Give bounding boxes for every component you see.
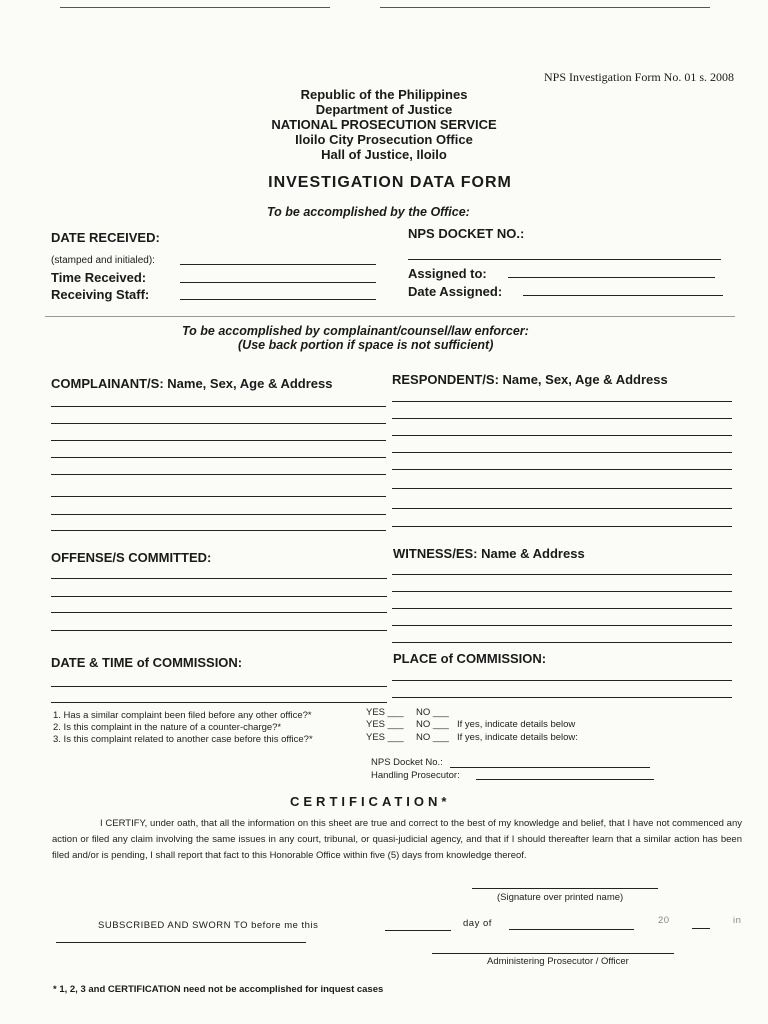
officer-label: Administering Prosecutor / Officer — [487, 956, 629, 967]
writing-line[interactable] — [392, 469, 732, 470]
stamped-label: (stamped and initialed): — [51, 255, 155, 266]
writing-line[interactable] — [392, 452, 732, 453]
writing-line[interactable] — [51, 496, 386, 497]
day-of-text: day of — [463, 918, 492, 929]
in-text: in — [733, 915, 742, 926]
question-2-note: If yes, indicate details below — [457, 719, 576, 730]
sworn-month-field[interactable] — [509, 929, 634, 930]
year-prefix: 20 — [658, 915, 670, 926]
writing-line[interactable] — [392, 526, 732, 527]
time-received-field[interactable] — [180, 282, 376, 283]
place-label: PLACE of COMMISSION: — [393, 651, 547, 666]
question-2-no[interactable]: NO ___ — [416, 719, 449, 730]
sworn-text: SUBSCRIBED AND SWORN TO before me this — [98, 920, 319, 931]
question-1: 1. Has a similar complaint been filed before any other office?* — [53, 710, 312, 721]
writing-line[interactable] — [392, 574, 732, 575]
page-title: INVESTIGATION DATA FORM — [268, 174, 512, 191]
question-3-no[interactable]: NO ___ — [416, 732, 449, 743]
date-time-field[interactable] — [51, 686, 387, 687]
question-3-note: If yes, indicate details below: — [457, 732, 578, 743]
question-3: 3. Is this complaint related to another case before this office?* — [53, 734, 313, 745]
prosecutor-field[interactable] — [476, 779, 654, 780]
time-received-label: Time Received: — [51, 270, 147, 285]
writing-line[interactable] — [392, 508, 732, 509]
header-line-1: Republic of the Philippines — [300, 87, 468, 102]
question-1-yes[interactable]: YES ___ — [366, 707, 404, 718]
footnote: * 1, 2, 3 and CERTIFICATION need not be accomplished for inquest cases — [53, 984, 384, 995]
section-divider — [45, 316, 735, 317]
receiving-staff-label: Receiving Staff: — [51, 287, 150, 302]
date-time-label: DATE & TIME of COMMISSION: — [51, 655, 243, 670]
writing-line[interactable] — [392, 488, 732, 489]
sworn-place-field[interactable] — [56, 942, 306, 943]
writing-line[interactable] — [51, 530, 386, 531]
header-line-3: NATIONAL PROSECUTION SERVICE — [271, 117, 497, 132]
assigned-to-label: Assigned to: — [408, 266, 487, 281]
header-line-4: Iloilo City Prosecution Office — [295, 132, 473, 147]
header-line-5: Hall of Justice, Iloilo — [321, 147, 447, 162]
place-field-2[interactable] — [392, 697, 732, 698]
writing-line[interactable] — [392, 625, 732, 626]
sworn-date-field[interactable] — [385, 930, 451, 931]
certification-body: I CERTIFY, under oath, that all the information on this sheet are true and correct to the best of my knowledge and belief, that I have not commenced any action or filed any claim involving the same issues in any court, tribunal, or quasi-judicial agency, and that if I should thereafter learn that a similar action has been filed and/or is pending, I shall report that fact to this Honorable Office within five (5) days from knowledge thereof. — [52, 818, 742, 861]
header-line-2: Department of Justice — [315, 102, 453, 117]
writing-line[interactable] — [392, 642, 732, 643]
writing-line[interactable] — [392, 591, 732, 592]
top-edge-line — [60, 7, 330, 8]
question-2-yes[interactable]: YES ___ — [366, 719, 404, 730]
complainant-subtitle-note: (Use back portion if space is not sufficient) — [238, 338, 494, 352]
writing-line[interactable] — [392, 435, 732, 436]
writing-line[interactable] — [51, 423, 386, 424]
place-field[interactable] — [392, 680, 732, 681]
question-2: 2. Is this complaint in the nature of a counter-charge?* — [53, 722, 282, 733]
assigned-to-field[interactable] — [508, 277, 715, 278]
offenses-label: OFFENSE/S COMMITTED: — [51, 550, 212, 565]
sworn-year-field[interactable] — [692, 928, 710, 929]
docket-no-field[interactable] — [408, 259, 721, 260]
top-edge-line — [380, 7, 710, 8]
date-assigned-label: Date Assigned: — [408, 284, 503, 299]
writing-line[interactable] — [51, 596, 387, 597]
witnesses-label: WITNESS/ES: Name & Address — [393, 546, 585, 561]
date-time-field-2[interactable] — [51, 702, 387, 703]
respondents-label: RESPONDENT/S: Name, Sex, Age & Address — [392, 372, 668, 387]
officer-signature-line[interactable] — [432, 953, 674, 954]
docket-detail-field[interactable] — [450, 767, 650, 768]
writing-line[interactable] — [392, 401, 732, 402]
signature-line[interactable] — [472, 888, 658, 889]
question-1-no[interactable]: NO ___ — [416, 707, 449, 718]
certification-heading: CERTIFICATION* — [290, 794, 451, 809]
receiving-staff-field[interactable] — [180, 299, 376, 300]
complainant-subtitle: To be accomplished by complainant/counsel/law enforcer: — [182, 324, 529, 338]
signature-label: (Signature over printed name) — [497, 892, 624, 903]
date-received-label: DATE RECEIVED: — [51, 230, 160, 245]
question-3-yes[interactable]: YES ___ — [366, 732, 404, 743]
writing-line[interactable] — [51, 406, 386, 407]
writing-line[interactable] — [51, 630, 387, 631]
writing-line[interactable] — [51, 612, 387, 613]
writing-line[interactable] — [51, 440, 386, 441]
writing-line[interactable] — [392, 418, 732, 419]
office-subtitle: To be accomplished by the Office: — [267, 205, 470, 219]
writing-line[interactable] — [392, 608, 732, 609]
writing-line[interactable] — [51, 474, 386, 475]
docket-detail-label: NPS Docket No.: — [371, 757, 443, 768]
docket-no-label: NPS DOCKET NO.: — [408, 226, 525, 241]
prosecutor-label: Handling Prosecutor: — [371, 770, 460, 781]
writing-line[interactable] — [51, 578, 387, 579]
writing-line[interactable] — [51, 514, 386, 515]
date-assigned-field[interactable] — [523, 295, 723, 296]
writing-line[interactable] — [51, 457, 386, 458]
form-number: NPS Investigation Form No. 01 s. 2008 — [543, 70, 734, 84]
stamped-field[interactable] — [180, 264, 376, 265]
complainants-label: COMPLAINANT/S: Name, Sex, Age & Address — [51, 376, 333, 391]
